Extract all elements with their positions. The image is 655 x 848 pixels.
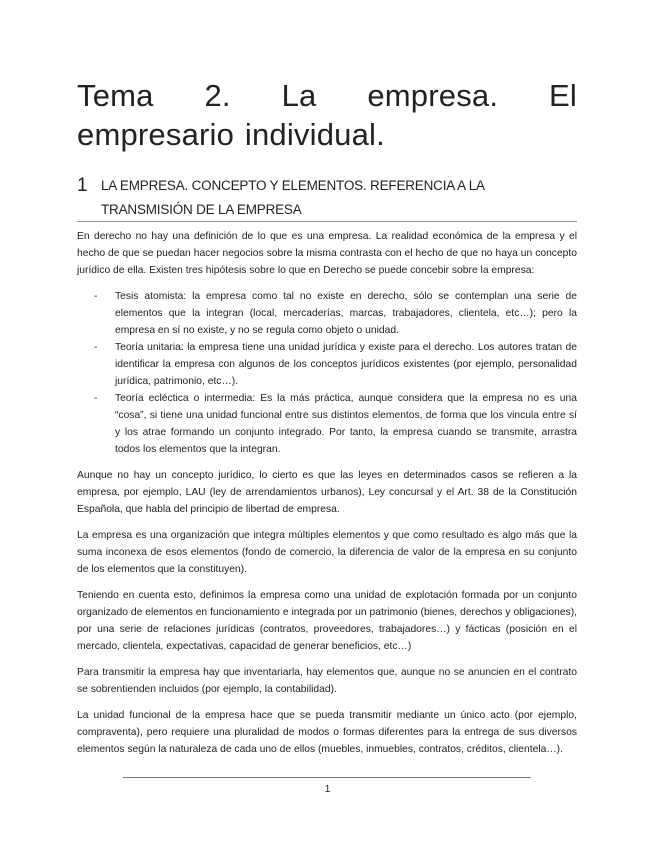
list-dash: - xyxy=(94,291,98,302)
list-item xyxy=(77,288,577,339)
list-item xyxy=(77,390,577,458)
paragraph-intro: En derecho no hay una definición de lo que es una empresa. La realidad económica de la empresa y el hecho de que se puedan hacer negocios sobre la misma contrasta con el hecho de que no haya un concepto jurídico de ella. Existen tres hipótesis sobre lo que en Derecho se puede concebir sobre la empresa: xyxy=(77,231,577,276)
paragraph-definition: Teniendo en cuenta esto, definimos la empresa como una unidad de explotación formada por un conjunto organizado de elementos en funcionamiento e integrada por un patrimonio (bienes, derechos y obligaciones), por una serie de relaciones jurídicas (contratos, proveedores, trabajadores…) y fácticas (posición en el mercado, clientela, expectativas, capacidad de generar beneficios, etc…) xyxy=(77,590,577,652)
list-item-text: Teoría unitaria: la empresa tiene una unidad jurídica y existe para el derecho. Los autores tratan de identificar la empresa con algunos de los conceptos jurídicos existentes (por ejemplo, personalidad jurídica, patrimonio, etc…). xyxy=(115,342,577,387)
section-divider xyxy=(77,221,577,222)
list-dash: - xyxy=(94,342,98,353)
list-item xyxy=(77,339,577,390)
footer-divider xyxy=(123,777,531,778)
paragraph-transmission: La unidad funcional de la empresa hace que se pueda transmitir mediante un único acto (por ejemplo, compraventa), pero requiere una pluralidad de modos o formas diferentes para la entrega de sus diversos elementos según la naturaleza de cada uno de ellos (muebles, inmuebles, contratos, créditos, clientela…). xyxy=(77,710,577,755)
paragraph-inventory: Para transmitir la empresa hay que inventariarla, hay elementos que, aunque no se anuncien en el contrato se sobrentienden incluidos (por ejemplo, la contabilidad). xyxy=(77,667,577,695)
list-dash: - xyxy=(94,393,98,404)
hypotheses-list xyxy=(77,288,577,458)
section-heading-text: LA EMPRESA. CONCEPTO Y ELEMENTOS. REFERENCIA A LA TRANSMISIÓN DE LA EMPRESA xyxy=(101,178,485,217)
section-number: 1 xyxy=(77,175,88,196)
document-title: Tema 2. La empresa. El empresario individual. xyxy=(77,78,577,152)
paragraph-organization: La empresa es una organización que integra múltiples elementos y que como resultado es algo más que la suma inconexa de esos elementos (fondo de comercio, la diferencia de valor de la empresa en su conjunto de los elementos que la constituyen). xyxy=(77,530,577,575)
list-item-text: Teoría ecléctica o intermedia: Es la más práctica, aunque considera que la empresa no es una “cosa”, si tiene una unidad funcional entre sus distintos elementos, de forma que los vincula entre sí y los atrae formando un conjunto integrado. Por tanto, la empresa cuando se transmite, arrastra todos los elementos que la integran. xyxy=(115,393,577,455)
paragraph-laws: Aunque no hay un concepto jurídico, lo cierto es que las leyes en determinados casos se refieren a la empresa, por ejemplo, LAU (ley de arrendamientos urbanos), Ley concursal y el Art. 38 de la Constitución Española, que habla del principio de libertad de empresa. xyxy=(77,470,577,515)
body-text xyxy=(77,228,577,767)
list-item-text: Tesis atomista: la empresa como tal no existe en derecho, sólo se contemplan una serie de elementos que la integran (local, mercaderías, marcas, trabajadores, clientela, etc…); pero la empresa en sí no existe, y no se regula como objeto o unidad. xyxy=(115,291,577,336)
section-heading xyxy=(77,174,577,222)
page-number: 1 xyxy=(324,783,331,795)
